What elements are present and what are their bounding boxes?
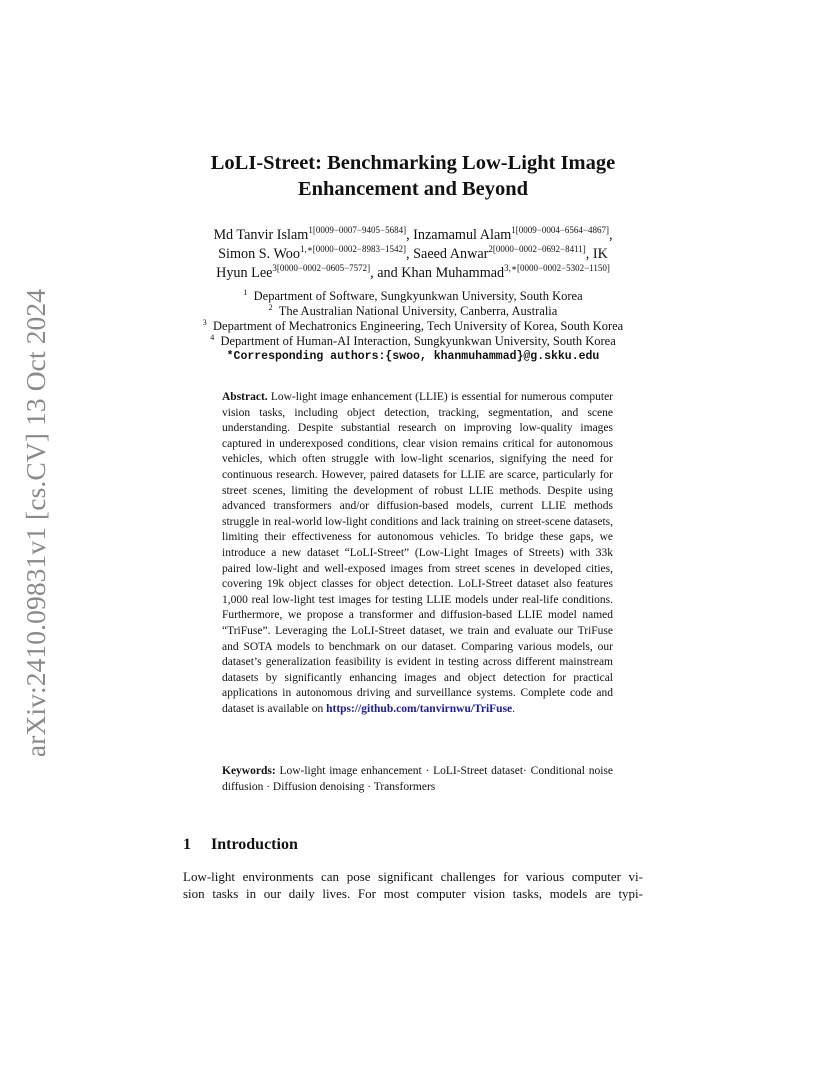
title-line-2: Enhancement and Beyond bbox=[297, 178, 529, 200]
section-number: 1 bbox=[183, 836, 191, 853]
abstract: Abstract. Low-light image enhancement (LLIE) is essential for numerous computer vision tasks, including object detection, tracking, segmentation, and scene understanding. Despite substantial research on improving low-quality images captured in underexposed conditions, clear vision remains critical for autonomous vehicles, which often struggle with low-light scenarios, signifying the need for continuous research. However, paired datasets for LLIE are scarce, particularly for street scenes, limiting the development of robust LLIE methods. Despite using advanced transformers and/or diffusion-based models, current LLIE methods struggle in real-world low-light conditions and lack training on street-scene datasets, limiting their effectiveness for autonomous vehicles. To bridge these gaps, we introduce a new dataset “LoLI-Street” (Low-Light Images of Streets) with 33k paired low-light and well-exposed images from street scenes in developed cities, covering 19k object classes for object detection. LoLI-Street dataset also features 1,000 real low-light test images for testing LLIE models under real-life conditions. Furthermore, we propose a transformer and diffusion-based LLIE model named “TriFuse”. Leveraging the LoLI-Street dataset, we train and evaluate our TriFuse and SOTA models to benchmark on our dataset. Comparing various models, our dataset’s generalization feasibility is evident in testing across different mainstream datasets by significantly enhancing images and object detection for practical applications in autonomous driving and surveillance systems. Complete code and dataset is available on https://github.com/tanvirnwu/TriFuse. bbox=[222, 391, 613, 715]
author-name: Simon S. Woo bbox=[218, 246, 300, 262]
section-title: Introduction bbox=[211, 836, 298, 853]
author-line bbox=[150, 245, 676, 264]
author-separator: , bbox=[406, 227, 410, 243]
corresponding-authors: *Corresponding authors:{swoo, khanmuhammad}@g.skku.edu bbox=[226, 350, 600, 363]
affiliation-text: Department of Software, Sungkyunkwan University, South Korea bbox=[253, 289, 583, 303]
affiliation-number: 4 bbox=[210, 333, 215, 342]
author-orcid: 3,∗[0000−0002−5302−1150] bbox=[504, 263, 610, 273]
author-name: Saeed Anwar bbox=[413, 246, 489, 262]
affiliation-item bbox=[150, 334, 676, 349]
intro-line: Low-light environments can pose significant challenges for various computer vi- bbox=[183, 869, 643, 884]
author-orcid: 1[0009−0007−9405−5684] bbox=[308, 225, 407, 235]
affiliation-text: Department of Human-AI Interaction, Sungkyunkwan University, South Korea bbox=[220, 334, 616, 348]
author-name: Inzamamul Alam bbox=[413, 227, 512, 243]
author-orcid: 1[0009−0004−6564−4867] bbox=[511, 225, 610, 235]
affiliation-text: The Australian National University, Canberra, Australia bbox=[278, 304, 558, 318]
introduction-paragraph bbox=[183, 868, 643, 902]
author-separator: , bbox=[609, 227, 613, 243]
intro-line: sion tasks in our daily lives. For most computer vision tasks, models are typi- bbox=[183, 886, 643, 901]
author-orcid: 1,∗[0000−0002−8983−1542] bbox=[299, 244, 407, 254]
author-separator: , and bbox=[370, 265, 398, 281]
affiliation-text: Department of Mechatronics Engineering, Tech University of Korea, South Korea bbox=[213, 319, 624, 333]
keywords-label: Keywords: bbox=[222, 765, 276, 777]
arxiv-identifier: arXiv:2410.09831v1 [cs.CV] 13 Oct 2024 bbox=[20, 288, 51, 758]
affiliation-number: 2 bbox=[268, 303, 273, 312]
author-name: Hyun Lee bbox=[216, 265, 273, 281]
author-list bbox=[150, 226, 676, 283]
arxiv-sidebar-stamp bbox=[20, 290, 52, 756]
affiliation-item bbox=[150, 319, 676, 334]
author-line bbox=[150, 264, 676, 283]
author-separator: , bbox=[406, 246, 410, 262]
keywords-text: Low-light image enhancement · LoLI-Street dataset· Conditional noise diffusion · Diffusion denoising · Transformers bbox=[222, 765, 613, 793]
title-line-1: LoLI-Street: Benchmarking Low-Light Image bbox=[210, 152, 616, 174]
author-line bbox=[150, 226, 676, 245]
abstract-label: Abstract. bbox=[222, 391, 268, 403]
author-orcid: 2[0000−0002−0692−8411] bbox=[488, 244, 586, 254]
author-separator: , IK bbox=[585, 246, 608, 262]
author-name: Md Tanvir Islam bbox=[213, 227, 309, 243]
abstract-text: Low-light image enhancement (LLIE) is essential for numerous computer vision tasks, including object detection, tracking, segmentation, and scene understanding. Despite substantial research on improving low-quality images captured in underexposed conditions, clear vision remains critical for autonomous vehicles, which often struggle with low-light scenarios, signifying the need for continuous research. However, paired datasets for LLIE are scarce, particularly for street scenes, limiting the development of robust LLIE methods. Despite using advanced transformers and/or diffusion-based models, current LLIE methods struggle in real-world low-light conditions and lack training on street-scene datasets, limiting their effectiveness for autonomous vehicles. To bridge these gaps, we introduce a new dataset “LoLI-Street” (Low-Light Images of Streets) with 33k paired low-light and well-exposed images from street scenes in developed cities, covering 19k object classes for object detection. LoLI-Street dataset also features 1,000 real low-light test images for testing LLIE models under real-life conditions. Furthermore, we propose a transformer and diffusion-based LLIE model named “TriFuse”. Leveraging the LoLI-Street dataset, we train and evaluate our TriFuse and SOTA models to benchmark on our dataset. Comparing various models, our dataset’s generalization feasibility is evident in testing across different mainstream datasets by significantly enhancing images and object detection for practical applications in autonomous driving and surveillance systems. Complete code and dataset is available on bbox=[222, 391, 613, 715]
affiliation-number: 3 bbox=[202, 318, 207, 327]
affiliation-item bbox=[150, 289, 676, 304]
affiliation-number: 1 bbox=[243, 288, 248, 297]
affiliation-list bbox=[150, 289, 676, 364]
author-name: Khan Muhammad bbox=[401, 265, 505, 281]
section-heading bbox=[183, 836, 643, 854]
code-repository-link[interactable]: https://github.com/tanvirnwu/TriFuse bbox=[326, 702, 513, 715]
author-orcid: 3[0000−0002−0605−7572] bbox=[272, 263, 371, 273]
paper-title bbox=[160, 150, 666, 202]
keywords bbox=[222, 764, 613, 795]
affiliation-item bbox=[150, 304, 676, 319]
